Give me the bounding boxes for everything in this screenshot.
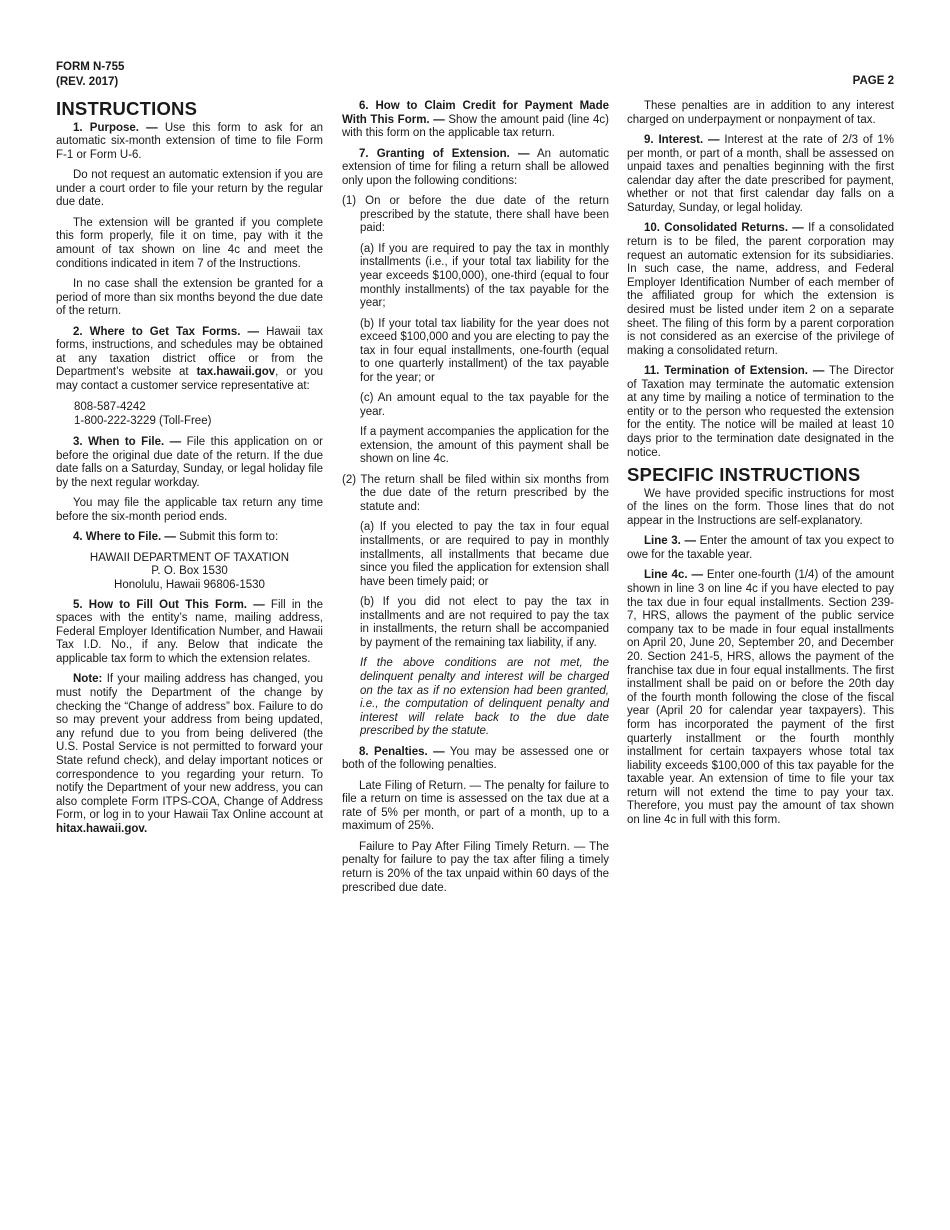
hitax-website-link[interactable]: hitax.hawaii.gov.	[56, 822, 148, 835]
termination-paragraph	[627, 365, 894, 460]
tax-website-link[interactable]: tax.hawaii.gov	[196, 366, 276, 379]
form-revision: (REV. 2017)	[56, 76, 119, 88]
interest-heading: 9. Interest. —	[644, 133, 720, 146]
where-to-get-text-2: , or you may contact a customer service representative at:	[56, 366, 323, 392]
penalties-paragraph	[342, 746, 609, 773]
claim-credit-heading: 6. How to Claim Credit for Payment Made With This Form. —	[342, 100, 609, 126]
note-paragraph	[56, 673, 323, 836]
termination-heading: 11. Termination of Extension. —	[644, 365, 825, 378]
where-to-file-heading: 4. Where to File. —	[73, 531, 176, 544]
purpose-paragraph	[56, 122, 323, 163]
consolidated-returns-heading: 10. Consolidated Returns. —	[644, 222, 804, 235]
column-3	[627, 100, 894, 834]
line-3-heading: Line 3. —	[644, 535, 697, 548]
form-number: FORM N-755	[56, 61, 125, 73]
phone-number-tollfree: 1-800-222-3229 (Toll-Free)	[74, 415, 212, 428]
when-to-file-text: File this application on or before the original due date of the return. If the due date falls on a Saturday, Sunday, or legal holiday file by the next regular workday.	[56, 436, 323, 490]
when-to-file-paragraph	[56, 436, 323, 490]
interest-text: Interest at the rate of 2/3 of 1% per month, or part of a month, shall be assessed on unpaid taxes and penalties beginning with the first calendar day after the date prescribed for payment, whether or not that first calendar day falls on a Saturday, Sunday, or legal holiday.	[627, 133, 894, 214]
granting-heading: 7. Granting of Extension. —	[359, 147, 530, 160]
when-to-file-heading: 3. When to File. —	[73, 436, 182, 449]
purpose-paragraph-3: The extension will be granted if you complete this form properly, file it on time, pay with it the amount of tax shown on line 4c and meet the conditions indicated in item 7 of the Instructions.	[56, 216, 323, 270]
claim-credit-paragraph	[342, 100, 609, 141]
where-to-file-text: Submit this form to:	[175, 531, 279, 544]
condition-1-note: If a payment accompanies the application for the extension, the amount of this payment shall be shown on line 4c.	[360, 426, 609, 466]
consolidated-returns-text: If a consolidated return is to be filed, the parent corporation may request an automatic extension for its subsidiaries. In such case, the name, address, and Federal Employer Identification Number of each member of the affiliated group for which the extension is desired must be listed under item 2 on a separate sheet. The filing of this form by a parent corporation is not considered as an exercise of the privilege of making a consolidated return.	[627, 222, 894, 357]
mailing-address	[56, 552, 323, 593]
penalties-text: You may be assessed one or both of the following penalties.	[342, 745, 609, 772]
address-line-1: HAWAII DEPARTMENT OF TAXATION	[89, 551, 290, 564]
line-3-text: Enter the amount of tax you expect to owe for the taxable year.	[627, 535, 894, 561]
failure-to-pay-paragraph: Failure to Pay After Filing Timely Return. — The penalty for failure to pay the tax after filing a timely return is 20% of the tax unpaid within 60 days of the prescribed due date.	[342, 840, 609, 894]
fill-out-paragraph	[56, 599, 323, 667]
where-to-get-forms-paragraph	[56, 326, 323, 394]
form-header	[56, 60, 124, 90]
phone-number-local: 808-587-4242	[74, 401, 146, 414]
address-line-3: Honolulu, Hawaii 96806-1530	[114, 579, 265, 591]
note-text: If your mailing address has changed, you must notify the Department of the change by checking the “Change of address” box. Failure to do so may prevent your address from being updated, any refund due to you from being delivered (the U.S. Postal Service is not permitted to forward your State refund check), and delay important notices or correspondence to you regarding your return. To notify the Department of your new address, you can also complete Form ITPS-COA, Change of Address Form, or log in to your Hawaii Tax Online account at	[56, 673, 323, 822]
address-line-2: P. O. Box 1530	[151, 565, 228, 578]
fill-out-text: Fill in the spaces with the entity’s name, mailing address, Federal Employer Identification Number, and Hawaii Tax I.D. No., if any. Below that indicate the applicable tax form to which the extension relates.	[56, 598, 323, 665]
penalties-addition-paragraph: These penalties are in addition to any interest charged on underpayment or nonpayment of tax.	[627, 100, 894, 126]
late-filing-paragraph: Late Filing of Return. — The penalty for failure to file a return on time is assessed on the tax due at a rate of 5% per month, or part of a month, up to a maximum of 25%.	[342, 779, 609, 833]
purpose-paragraph-2: Do not request an automatic extension if you are under a court order to file your return by the regular due date.	[56, 169, 323, 209]
condition-2b: (b) If you did not elect to pay the tax in installments and are not required to pay the tax in installments, the return shall be accompanied by payment of the remaining tax liability, if any.	[360, 596, 609, 649]
where-to-get-heading: 2. Where to Get Tax Forms. —	[73, 325, 259, 338]
column-2	[342, 100, 609, 902]
condition-1a: (a) If you are required to pay the tax in monthly installments (i.e., if your total tax liability for the year exceeds $100,000), one-third (equal to four monthly installments) of the tax payable for the year;	[360, 242, 609, 310]
purpose-text: Use this form to ask for an automatic six-month extension of time to file Form F-1 or Form U-6.	[56, 121, 323, 161]
instructions-heading: INSTRUCTIONS	[56, 98, 198, 119]
condition-1b: (b) If your total tax liability for the year does not exceed $100,000 and you are electing to pay the tax in four equal installments, one-fourth (equal to one quarterly installment) of the tax payable for the year; or	[360, 317, 609, 384]
line-4c-text: Enter one-fourth (1/4) of the amount shown in line 3 on line 4c if you have elected to pay the tax due in four equal installments. Section 239-7, HRS, allows the payment of the public service company tax to be made in four equal installments on April 20, June 20, September 20, and December 20. Section 241-5, HRS, allows the payment of the franchise tax due in four equal installments. The first installment shall be paid on or before the 20th day of the fourth month following the close of the fiscal year (April 20 for calendar year taxpayers). This form has incorporated the payment of the first quarterly installment or the fourth monthly installment for certain taxpayers whose total tax liability exceeds $100,000 of this tax payable for the taxable year. An extension of time to file your tax return will not extend the time to pay your tax. Therefore, you must pay the amount of tax shown on line 4c in full with this form.	[627, 569, 894, 827]
column-1	[56, 100, 323, 843]
penalties-heading: 8. Penalties. —	[359, 745, 445, 758]
consolidated-returns-paragraph	[627, 222, 894, 358]
specific-instructions-heading: SPECIFIC INSTRUCTIONS	[627, 464, 861, 486]
where-to-get-text: Hawaii tax forms, instructions, and schedules may be obtained at any taxation district office or from the Department’s website at	[56, 325, 323, 379]
line-3-paragraph	[627, 535, 894, 562]
note-heading: Note:	[73, 673, 103, 686]
line-4c-paragraph	[627, 569, 894, 827]
purpose-paragraph-4: In no case shall the extension be granted for a period of more than six months beyond the due date of the return.	[56, 277, 323, 318]
claim-credit-text: Show the amount paid (line 4c) with this form on the applicable tax return.	[342, 113, 609, 140]
granting-paragraph	[342, 148, 609, 189]
purpose-heading: 1. Purpose. —	[73, 121, 158, 134]
granting-text: An automatic extension of time for filing a return shall be allowed only upon the following conditions:	[342, 147, 609, 187]
when-to-file-paragraph-2: You may file the applicable tax return any time before the six-month period ends.	[56, 497, 323, 524]
condition-1: (1) On or before the due date of the return prescribed by the statute, there shall have been paid:	[342, 195, 609, 235]
termination-text: The Director of Taxation may terminate the automatic extension at any time by mailing a notice of termination to the entity or to the person who requested the extension for the entity. The notice will be mailed at least 10 days prior to the termination date designated in the notice.	[627, 365, 894, 459]
condition-1c: (c) An amount equal to the tax payable for the year.	[360, 392, 609, 418]
fill-out-heading: 5. How to Fill Out This Form. —	[73, 598, 265, 611]
condition-2a: (a) If you elected to pay the tax in four equal installments, or are required to pay in monthly installments, all installments that became due since you filed the application for extension shall have been timely paid; or	[360, 521, 609, 588]
conditions-not-met-note: If the above conditions are not met, the delinquent penalty and interest will be charged on the tax as if no extension had been granted, i.e., the computation of delinquent penalty and interest will relate back to the due date prescribed by the statute.	[360, 657, 609, 738]
where-to-file-paragraph	[56, 531, 323, 545]
specific-intro-paragraph: We have provided specific instructions for most of the lines on the form. Those lines that do not appear in the Instructions are self-explanatory.	[627, 487, 894, 528]
condition-2: (2) The return shall be filed within six months from the due date of the return prescribed by the statute and:	[342, 473, 609, 514]
page-label: PAGE 2	[852, 75, 894, 87]
line-4c-heading: Line 4c. —	[644, 569, 703, 582]
interest-paragraph	[627, 134, 894, 216]
phone-numbers	[74, 400, 323, 428]
